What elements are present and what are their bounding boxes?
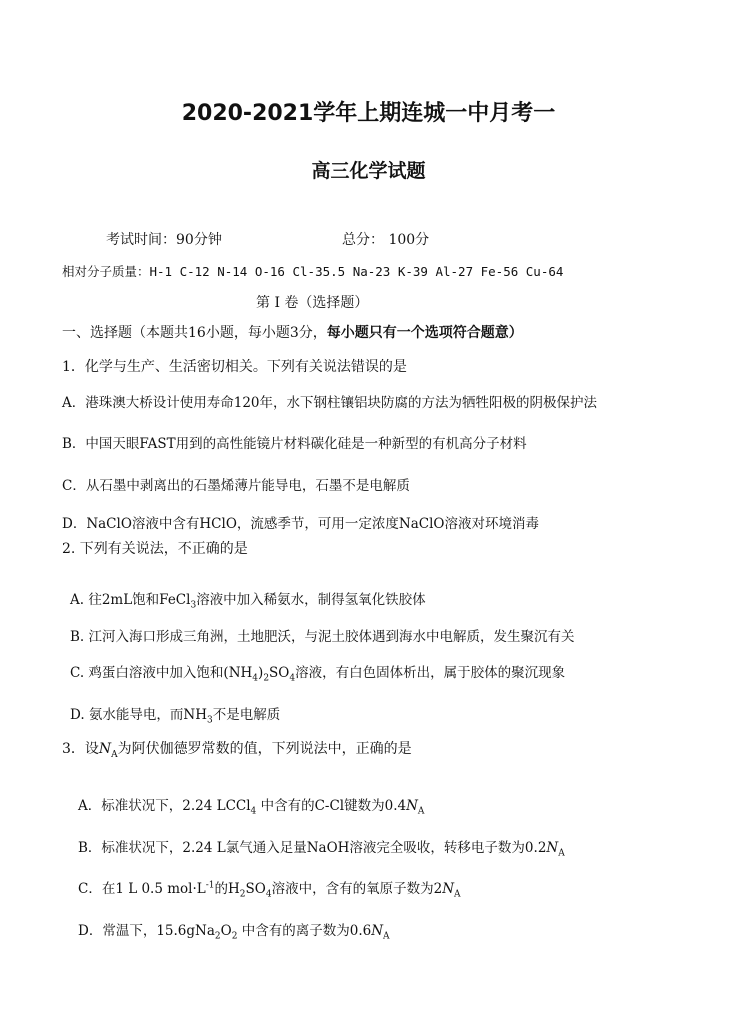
exam-subtitle: 高三化学试题 <box>311 160 426 182</box>
atomic-masses: 相对分子质量：H-1 C-12 N-14 O-16 Cl-35.5 Na-23 K-39 Al-27 Fe-56 Cu-64 <box>62 264 564 279</box>
section-heading-part1: 一、选择题（本题共16小题，每小题3分， <box>62 325 327 341</box>
volume-heading: 第 Ⅰ 卷（选择题） <box>256 295 369 311</box>
q2-option-a: A. 往2mL饱和FeCl$_3$溶液中加入稀氨水，制得氢氧化铁胶体 <box>70 592 426 611</box>
section-heading <box>62 322 523 342</box>
q1-option-a: A．港珠澳大桥设计使用寿命120年，水下钢柱镶铝块防腐的方法为牺牲阳极的阴极保护法 <box>62 395 598 411</box>
q2-option-b: B. 江河入海口形成三角洲，土地肥沃，与泥土胶体遇到海水中电解质，发生聚沉有关 <box>70 629 575 645</box>
q3-option-c: C．在1 L 0.5 $mol\cdot L^{-1}$的$H_2SO_4$溶液中，含有的氧原子数为$2N_A$ <box>78 880 461 900</box>
q1-stem: 1．化学与生产、生活密切相关。下列有关说法错误的是 <box>62 359 407 375</box>
q2-option-d: D. 氨水能导电，而$NH_3$不是电解质 <box>70 707 281 726</box>
exam-time: 考试时间：90分钟 <box>106 232 222 248</box>
exam-title: 2020-2021学年上期连城一中月考一 <box>181 101 556 126</box>
q2-option-c: C. 鸡蛋白溶液中加入饱和$(NH_4)_2SO_4$溶液，有白色固体析出，属于胶体的聚沉现象 <box>70 665 566 684</box>
q3-stem: 3．设$N_A$为阿伏伽德罗常数的值，下列说法中，正确的是 <box>62 741 412 760</box>
exam-score: 总分： 100分 <box>342 232 430 248</box>
section-heading-part2: 每小题只有一个选项符合题意） <box>326 325 523 341</box>
q3-option-b: B．标准状况下，2.24 L氯气通入足量NaOH溶液完全吸收，转移电子数为$0.2N_A$ <box>78 840 565 859</box>
q2-stem: 2. 下列有关说法，不正确的是 <box>62 541 248 557</box>
q3-option-a: A．标准状况下，2.24 LCCl$_4$ 中含有的C-Cl键数为$0.4N_A$ <box>78 798 425 817</box>
q1-option-b: B．中国天眼FAST用到的高性能镜片材料碳化硅是一种新型的有机高分子材料 <box>62 436 527 452</box>
q1-option-d: D．NaClO溶液中含有HClO，流感季节，可用一定浓度NaClO溶液对环境消毒 <box>62 516 539 532</box>
q3-option-d: D．常温下，$15.6gNa_2O_2$ 中含有的离子数为$0.6N_A$ <box>78 923 390 942</box>
q1-option-c: C．从石墨中剥离出的石墨烯薄片能导电，石墨不是电解质 <box>62 478 410 494</box>
